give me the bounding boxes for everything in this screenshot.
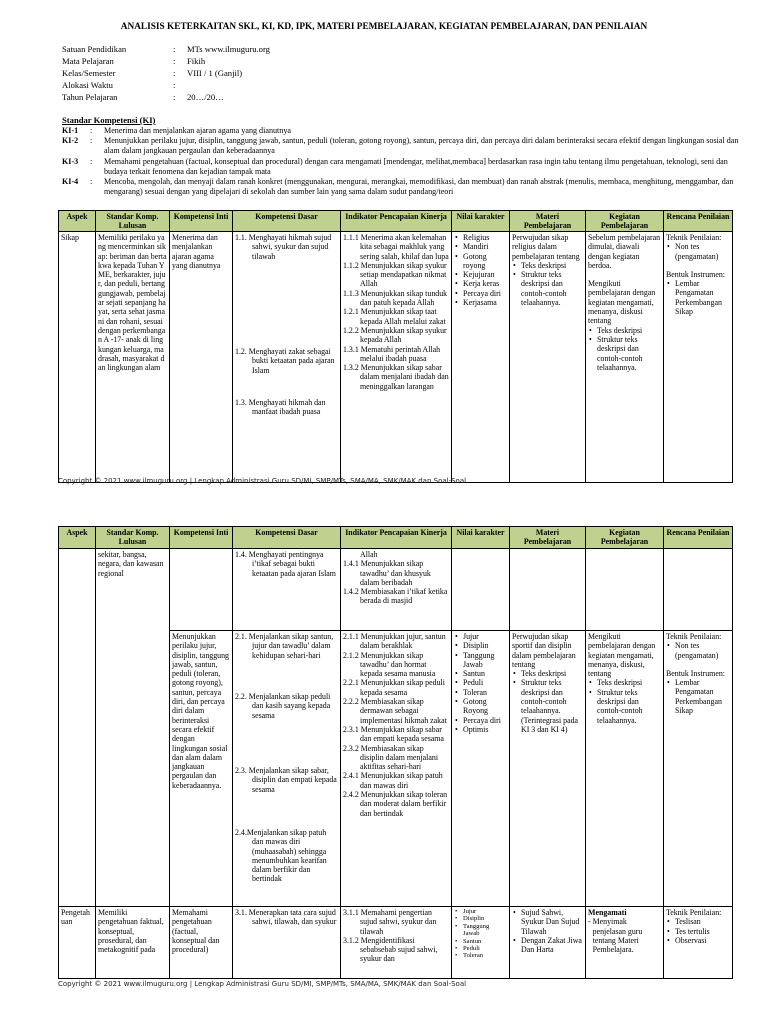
cell-skl: sekitar, bangsa, negara, dan kawasan regional xyxy=(96,549,170,907)
nilai-item: • Santun xyxy=(463,669,507,678)
ki-code: KI-4 xyxy=(62,177,79,187)
header-ki: Kompetensi Inti xyxy=(170,527,233,549)
cell-kegiatan xyxy=(586,631,664,907)
header-kegiatan: Kegiatan Pembelajaran xyxy=(586,211,664,232)
ki-colon: : xyxy=(90,126,93,135)
ipk-item: 1.2.1 Menunjukkan sikap taat kepada Allah melalui zakat xyxy=(343,307,446,326)
cell-aspek: Sikap xyxy=(59,232,96,483)
nilai-item: • Toleran xyxy=(463,688,507,697)
table-row xyxy=(59,907,733,979)
ki-code: KI-3 xyxy=(62,156,79,166)
cell-ipk xyxy=(341,232,452,483)
analysis-table-page1 xyxy=(58,210,733,483)
ipk-item: 2.4.2 Menunjukkan sikap toleran dan moderat dalam berfikir dan bertindak xyxy=(343,790,448,818)
identity-colon: : xyxy=(173,80,176,90)
cell-aspek: Pengetahuan xyxy=(59,907,96,979)
nilai-item: • Kerja keras xyxy=(463,279,507,288)
nilai-item: • Disiplin xyxy=(463,915,507,922)
identity-row xyxy=(62,91,270,103)
header-penilaian: Rencana Penilaian xyxy=(664,211,733,232)
kegiatan-intro: Mengikuti pembelajaran dengan kegiatan mengamati, menanya, diskusi tentang xyxy=(588,279,656,326)
header-kd: Kompetensi Dasar xyxy=(233,527,341,549)
cell-kd xyxy=(233,631,341,907)
identity-value: 20…/20… xyxy=(187,92,224,102)
ipk-item: 1.4.2 Membiasakan i’tikaf ketika berada di masjid xyxy=(343,587,448,606)
nilai-item: • Kejujuran xyxy=(463,270,507,279)
ki-item xyxy=(62,136,742,156)
kegiatan-item: • Struktur teks deskripsi dan contoh-contoh telaahannya. xyxy=(597,688,661,725)
header-kd: Kompetensi Dasar xyxy=(233,211,341,232)
penilaian-bentuk: Bentuk Instrumen: xyxy=(666,269,725,279)
cell-materi xyxy=(510,232,586,483)
identity-row xyxy=(62,43,270,55)
nilai-item: • Kerjasama xyxy=(463,298,507,307)
header-materi: Materi Pembelajaran xyxy=(510,211,586,232)
ipk-item: 3.1.2 Mengidentifikasi sebabsebab sujud sahwi, syukur dan xyxy=(343,935,438,964)
penilaian-item: • Observasi xyxy=(675,936,730,945)
page-footer: Copyright © 2021 www.ilmuguru.org | Lengkap Administrasi Guru SD/MI, SMP/MTs, SMA/MA, SMK/MAK dan Soal-Soal xyxy=(58,477,467,485)
cell-penilaian xyxy=(664,631,733,907)
ipk-item: 2.4.1 Menunjukkan sikap patuh dan mawas diri xyxy=(343,771,443,790)
header-penilaian: Rencana Penilaian xyxy=(664,527,733,549)
penilaian-list xyxy=(666,917,730,945)
ipk-item: 2.2.1 Menunjukkan sikap peduli kepada sesama xyxy=(343,678,445,697)
header-ki: Kompetensi Inti xyxy=(170,211,233,232)
ipk-item: 2.1.2 Menunjukkan sikap tawadhu’ dan hormat kepada sesama manusia xyxy=(343,650,436,679)
cell-nilai xyxy=(452,631,510,907)
materi-intro: Perwujudan sikap religius dalam pembelajaran tentang xyxy=(512,233,580,261)
kegiatan-list xyxy=(588,678,661,724)
cell-kegiatan xyxy=(586,907,664,979)
cell-kd xyxy=(233,232,341,483)
penilaian-list xyxy=(666,641,730,660)
identity-value: MTs www.ilmuguru.org xyxy=(187,44,270,54)
cell-kegiatan xyxy=(586,232,664,483)
kegiatan-dash-item xyxy=(588,917,661,954)
cell-penilaian xyxy=(664,907,733,979)
kd-item: 2.3. Menjalankan sikap sabar, disiplin dan empati kepada sesama xyxy=(235,766,337,794)
table-header-row xyxy=(59,211,733,232)
penilaian-bentuk: Bentuk Instrumen: xyxy=(666,668,725,678)
kd-item: 2.1. Menjalankan sikap santun, jujur dan tawadlu’ dalam kehidupan sehari-hari xyxy=(235,632,334,660)
kd-item: 3.1. Menerapkan tata cara sujud sahwi, tilawah, dan syukur xyxy=(235,908,337,927)
identity-row xyxy=(62,67,270,79)
nilai-item: • Jujur xyxy=(463,908,507,915)
ipk-item: 2.1.1 Menunjukkan jujur, santun dalam berakhlak xyxy=(343,632,446,651)
ipk-item: 2.2.2 Membiasakan sikap dermawan sebagai implementasi hikmah zakat xyxy=(343,697,447,725)
nilai-item: • Percaya diri xyxy=(463,289,507,298)
header-nilai: Nilai karakter xyxy=(452,527,510,549)
nilai-item: • Percaya diri xyxy=(463,716,507,725)
ipk-item: 1.3.2 Menunjukkan sikap sabar dalam menjalani ibadah dan meninggalkan larangan xyxy=(343,363,449,391)
cell-aspek xyxy=(59,549,96,907)
nilai-item: • Mandiri xyxy=(463,242,507,251)
identity-colon: : xyxy=(173,44,176,54)
header-ipk: Indikator Pencapaian Kinerja xyxy=(341,527,452,549)
nilai-list xyxy=(454,632,507,734)
penilaian-teknik: Teknik Penilaian: xyxy=(666,908,722,917)
materi-item: • Sujud Sahwi, Syukur Dan Sujud Tilawah xyxy=(521,908,583,936)
cell-nilai xyxy=(452,549,510,631)
identity-colon: : xyxy=(173,92,176,102)
cell-skl: Memiliki perilaku yang mencerminkan sikap: beriman dan bertakwa kepada Tuhan YME, berkarakter, jujur, dan peduli, bertanggungjawab, pembelajar sejati sepanjang hayat, serta sehat jasmani dan rohani, sesuai dengan perkembangan A -17- anak di lingkungan keluarga, madrasah, masyarakat dan lingkungan alam xyxy=(96,232,170,483)
ki-code: KI-1 xyxy=(62,126,79,135)
nilai-item: • Toleran xyxy=(463,952,507,959)
penilaian-item: • Non tes (pengamatan) xyxy=(675,242,730,261)
ipk-item: 2.3.2 Membiasakan sikap disiplin dalam menjalani aktifitas sehari-hari xyxy=(343,743,439,772)
ki-text: Memahami pengetahuan (factual, konseptual dan procedural) dengan cara mengamati [mendengar, melihat,membaca] berdasarkan rasa ingin tahu tentang ilmu pengetahuan, teknologi, seni dan budaya terkait fenomena dan kejadian tampak mata xyxy=(104,156,728,176)
identity-label: Mata Pelajaran xyxy=(62,56,114,66)
ipk-item: 3.1.1 Memahami pengertian sujud sahwi, syukur dan tilawah xyxy=(343,908,437,936)
analysis-table-page2 xyxy=(58,526,733,979)
ipk-item: 1.2.2 Menunjukkan sikap syukur kepada Allah xyxy=(343,325,447,345)
ipk-item: 1.1.1 Menerima akan kelemahan kita sebagai makhluk yang sering salah, khilaf dan lupa xyxy=(343,233,449,261)
header-aspek: Aspek xyxy=(59,527,96,549)
kegiatan-item: • Teks deskripsi xyxy=(597,326,661,335)
page-footer: Copyright © 2021 www.ilmuguru.org | Lengkap Administrasi Guru SD/MI, SMP/MTs, SMA/MA, SMK/MAK dan Soal-Soal xyxy=(58,980,467,988)
materi-list xyxy=(512,669,583,734)
kd-item: 1.1. Menghayati hikmah sujud sahwi, syukur dan sujud tilawah xyxy=(235,233,332,261)
header-aspek: Aspek xyxy=(59,211,96,232)
identity-colon: : xyxy=(173,56,176,66)
ipk-item: 2.3.1 Menunjukkan sikap sabar dan empati kepada sesama xyxy=(343,724,444,744)
identity-label: Alokasi Waktu xyxy=(62,80,113,90)
materi-list xyxy=(512,908,583,954)
identity-block xyxy=(62,43,270,103)
ki-heading: Standar Kompetensi (KI) xyxy=(62,115,156,125)
penilaian-list xyxy=(666,242,730,261)
cell-materi xyxy=(510,907,586,979)
header-nilai: Nilai karakter xyxy=(452,211,510,232)
materi-item: • Dengan Zakat Jiwa Dan Harta xyxy=(521,936,583,955)
header-skl: Standar Komp. Lulusan xyxy=(96,211,170,232)
cell-materi xyxy=(510,549,586,631)
header-ipk: Indikator Pencapaian Kinerja xyxy=(341,211,452,232)
kd-item: 1.3. Menghayati hikmah dan manfaat ibadah puasa xyxy=(235,398,326,417)
ipk-item: 1.1.3 Menunjukkan sikap tunduk dan patuh kepada Allah xyxy=(343,288,448,308)
penilaian-teknik: Teknik Penilaian: xyxy=(666,632,722,641)
kegiatan-item: Menyimak penjelasan guru tentang Materi Pembelajara. xyxy=(592,917,643,955)
dash-marker: - xyxy=(588,917,591,927)
kegiatan-intro: Sebelum pembelajaran dimulai, diawali dengan kegiatan berdoa. xyxy=(588,233,661,270)
ipk-item: 1.3.1 Mematuhi perintah Allah melalui ibadah puasa xyxy=(343,344,441,363)
kegiatan-item: • Struktur teks deskripsi dan contoh-contoh telaahannya. xyxy=(597,335,661,372)
table-row xyxy=(59,549,733,631)
ki-text: Menunjukkan perilaku jujur, disiplin, tanggung jawab, santun, peduli (toleran, gotong royong), santun, percaya diri, dan percaya diri dalam berinteraksi secara efektif dengan lingkungan sosial dan alam dalam jangkauan pergaulan dan keberadaannya xyxy=(104,136,739,156)
cell-kd xyxy=(233,907,341,979)
identity-row xyxy=(62,79,270,91)
ki-colon: : xyxy=(90,136,93,146)
cell-penilaian xyxy=(664,549,733,631)
ki-colon: : xyxy=(90,156,93,166)
cell-ipk xyxy=(341,631,452,907)
identity-value: Fikih xyxy=(187,56,206,66)
table-header-row xyxy=(59,527,733,549)
identity-value: VIII / 1 (Ganjil) xyxy=(187,68,243,78)
nilai-list xyxy=(454,908,507,960)
nilai-item: • Optimis xyxy=(463,725,507,734)
nilai-item: • Peduli xyxy=(463,945,507,952)
header-kegiatan: Kegiatan Pembelajaran xyxy=(586,527,664,549)
header-materi: Materi Pembelajaran xyxy=(510,527,586,549)
ki-text: Mencoba, mengolah, dan menyaji dalam ranah konkret (menggunakan, mengurai, merangkai, memodifikasi, dan membuat) dan ranah abstrak (menulis, membaca, menghitung, menggambar, dan mengarang) sesuai dengan yang dipelajari di sekolah dan sumber lain yang sama dalam sudut pandang/teori xyxy=(104,177,734,197)
ki-item xyxy=(62,126,742,136)
penilaian-item: • Non tes (pengamatan) xyxy=(675,641,730,660)
nilai-item: • Tanggung Jawab xyxy=(463,923,507,938)
kd-item: 1.4. Menghayati pentingnya i’tikaf sebagai bukti ketaatan pada ajaran Islam xyxy=(235,550,336,578)
nilai-item: • Disiplin xyxy=(463,641,507,650)
identity-label: Kelas/Semester xyxy=(62,68,116,78)
cell-kd xyxy=(233,549,341,631)
kegiatan-item: • Teks deskripsi xyxy=(597,678,661,687)
materi-item: • Teks deskripsi xyxy=(521,261,583,270)
kd-item: 1.2. Menghayati zakat sebagai bukti ketaatan pada ajaran Islam xyxy=(235,347,335,375)
materi-item: • Struktur teks deskripsi dan contoh-contoh telaahannya. xyxy=(521,270,583,307)
materi-item: • Struktur teks deskripsi dan contoh-contoh telaahannya. (Terintegrasi pada KI 3 dan KI 4) xyxy=(521,678,583,734)
nilai-item: • Tanggung Jawab xyxy=(463,651,507,670)
kegiatan-heading: Mengamati xyxy=(588,908,627,917)
nilai-item: • Jujur xyxy=(463,632,507,641)
identity-colon: : xyxy=(173,68,176,78)
nilai-item: • Peduli xyxy=(463,678,507,687)
penilaian-item: • Lembar Pengamatan Perkembangan Sikap xyxy=(675,279,730,316)
ipk-item: Allah xyxy=(360,550,378,559)
identity-label: Satuan Pendidikan xyxy=(62,44,127,54)
cell-materi xyxy=(510,631,586,907)
kegiatan-intro: Mengikuti pembelajaran dengan kegiatan mengamati, menanya, diskusi, tentang xyxy=(588,632,656,679)
materi-intro: Perwujudan sikap sportif dan disiplin dalam pembelajaran tentang xyxy=(512,632,576,669)
ipk-item: 1.4.1 Menunjukkan sikap tawadhu’ dan khusyuk dalam beribadah xyxy=(343,559,431,587)
penilaian-teknik: Teknik Penilaian: xyxy=(666,233,722,242)
penilaian-item: • Tes tertulis xyxy=(675,927,730,936)
cell-penilaian xyxy=(664,232,733,483)
nilai-item: • Religius xyxy=(463,233,507,242)
kegiatan-list xyxy=(588,326,661,372)
nilai-list xyxy=(454,233,507,307)
penilaian-item: • Lembar Pengamatan Perkembangan Sikap xyxy=(675,678,730,715)
nilai-item: • Santun xyxy=(463,938,507,945)
materi-item: • Teks deskripsi xyxy=(521,669,583,678)
kd-item: 2.4.Menjalankan sikap patuh dan mawas diri (muhaasabah) sehingga menumbuhkan kearifan dalam berfikir dan bertindak xyxy=(235,828,327,884)
ki-text: Menerima dan menjalankan ajaran agama yang dianutnya xyxy=(104,126,291,135)
cell-ki: Memahami pengetahuan (factual, konseptual dan procedural) xyxy=(170,907,233,979)
identity-row xyxy=(62,55,270,67)
table-row xyxy=(59,232,733,483)
cell-ki xyxy=(170,549,233,631)
cell-ki: Menunjukkan perilaku jujur, disiplin, tanggung jawab, santun, peduli (toleran, gotong royong), santun, percaya diri, dan percaya diri dalam berinteraksi secara efektif dengan lingkungan sosial dan alam dalam jangkauan pergaulan dan keberadaannya. xyxy=(170,631,233,907)
nilai-item: • Gotong Royong xyxy=(463,697,507,716)
cell-nilai xyxy=(452,232,510,483)
materi-list xyxy=(512,261,583,307)
kd-item: 2.2. Menjalankan sikap peduli dan kasih sayang kepada sesama xyxy=(235,692,331,720)
header-skl: Standar Komp. Lulusan xyxy=(96,527,170,549)
document-title: ANALISIS KETERKAITAN SKL, KI, KD, IPK, MATERI PEMBELAJARAN, KEGIATAN PEMBELAJARAN, DAN PENILAIAN xyxy=(120,22,648,32)
ki-list xyxy=(62,126,742,197)
ki-item xyxy=(62,157,742,177)
cell-skl: Memiliki pengetahuan faktual, konseptual, prosedural, dan metakognitif pada xyxy=(96,907,170,979)
penilaian-item: • Teslisan xyxy=(675,917,730,926)
cell-ipk xyxy=(341,549,452,631)
penilaian-list xyxy=(666,279,730,316)
cell-nilai xyxy=(452,907,510,979)
ki-colon: : xyxy=(90,177,93,187)
identity-label: Tahun Pelajaran xyxy=(62,92,118,102)
cell-ipk xyxy=(341,907,452,979)
cell-ki: Menerima dan menjalankan ajaran agama yang dianutnya xyxy=(170,232,233,483)
ki-code: KI-2 xyxy=(62,136,79,146)
penilaian-list xyxy=(666,678,730,715)
cell-kegiatan xyxy=(586,549,664,631)
nilai-item: • Gotong royong xyxy=(463,252,507,271)
ipk-item: 1.1.2 Menunjukkan sikap syukur setiap mendapatkan nikmat Allah xyxy=(343,260,447,289)
ki-item xyxy=(62,177,742,197)
